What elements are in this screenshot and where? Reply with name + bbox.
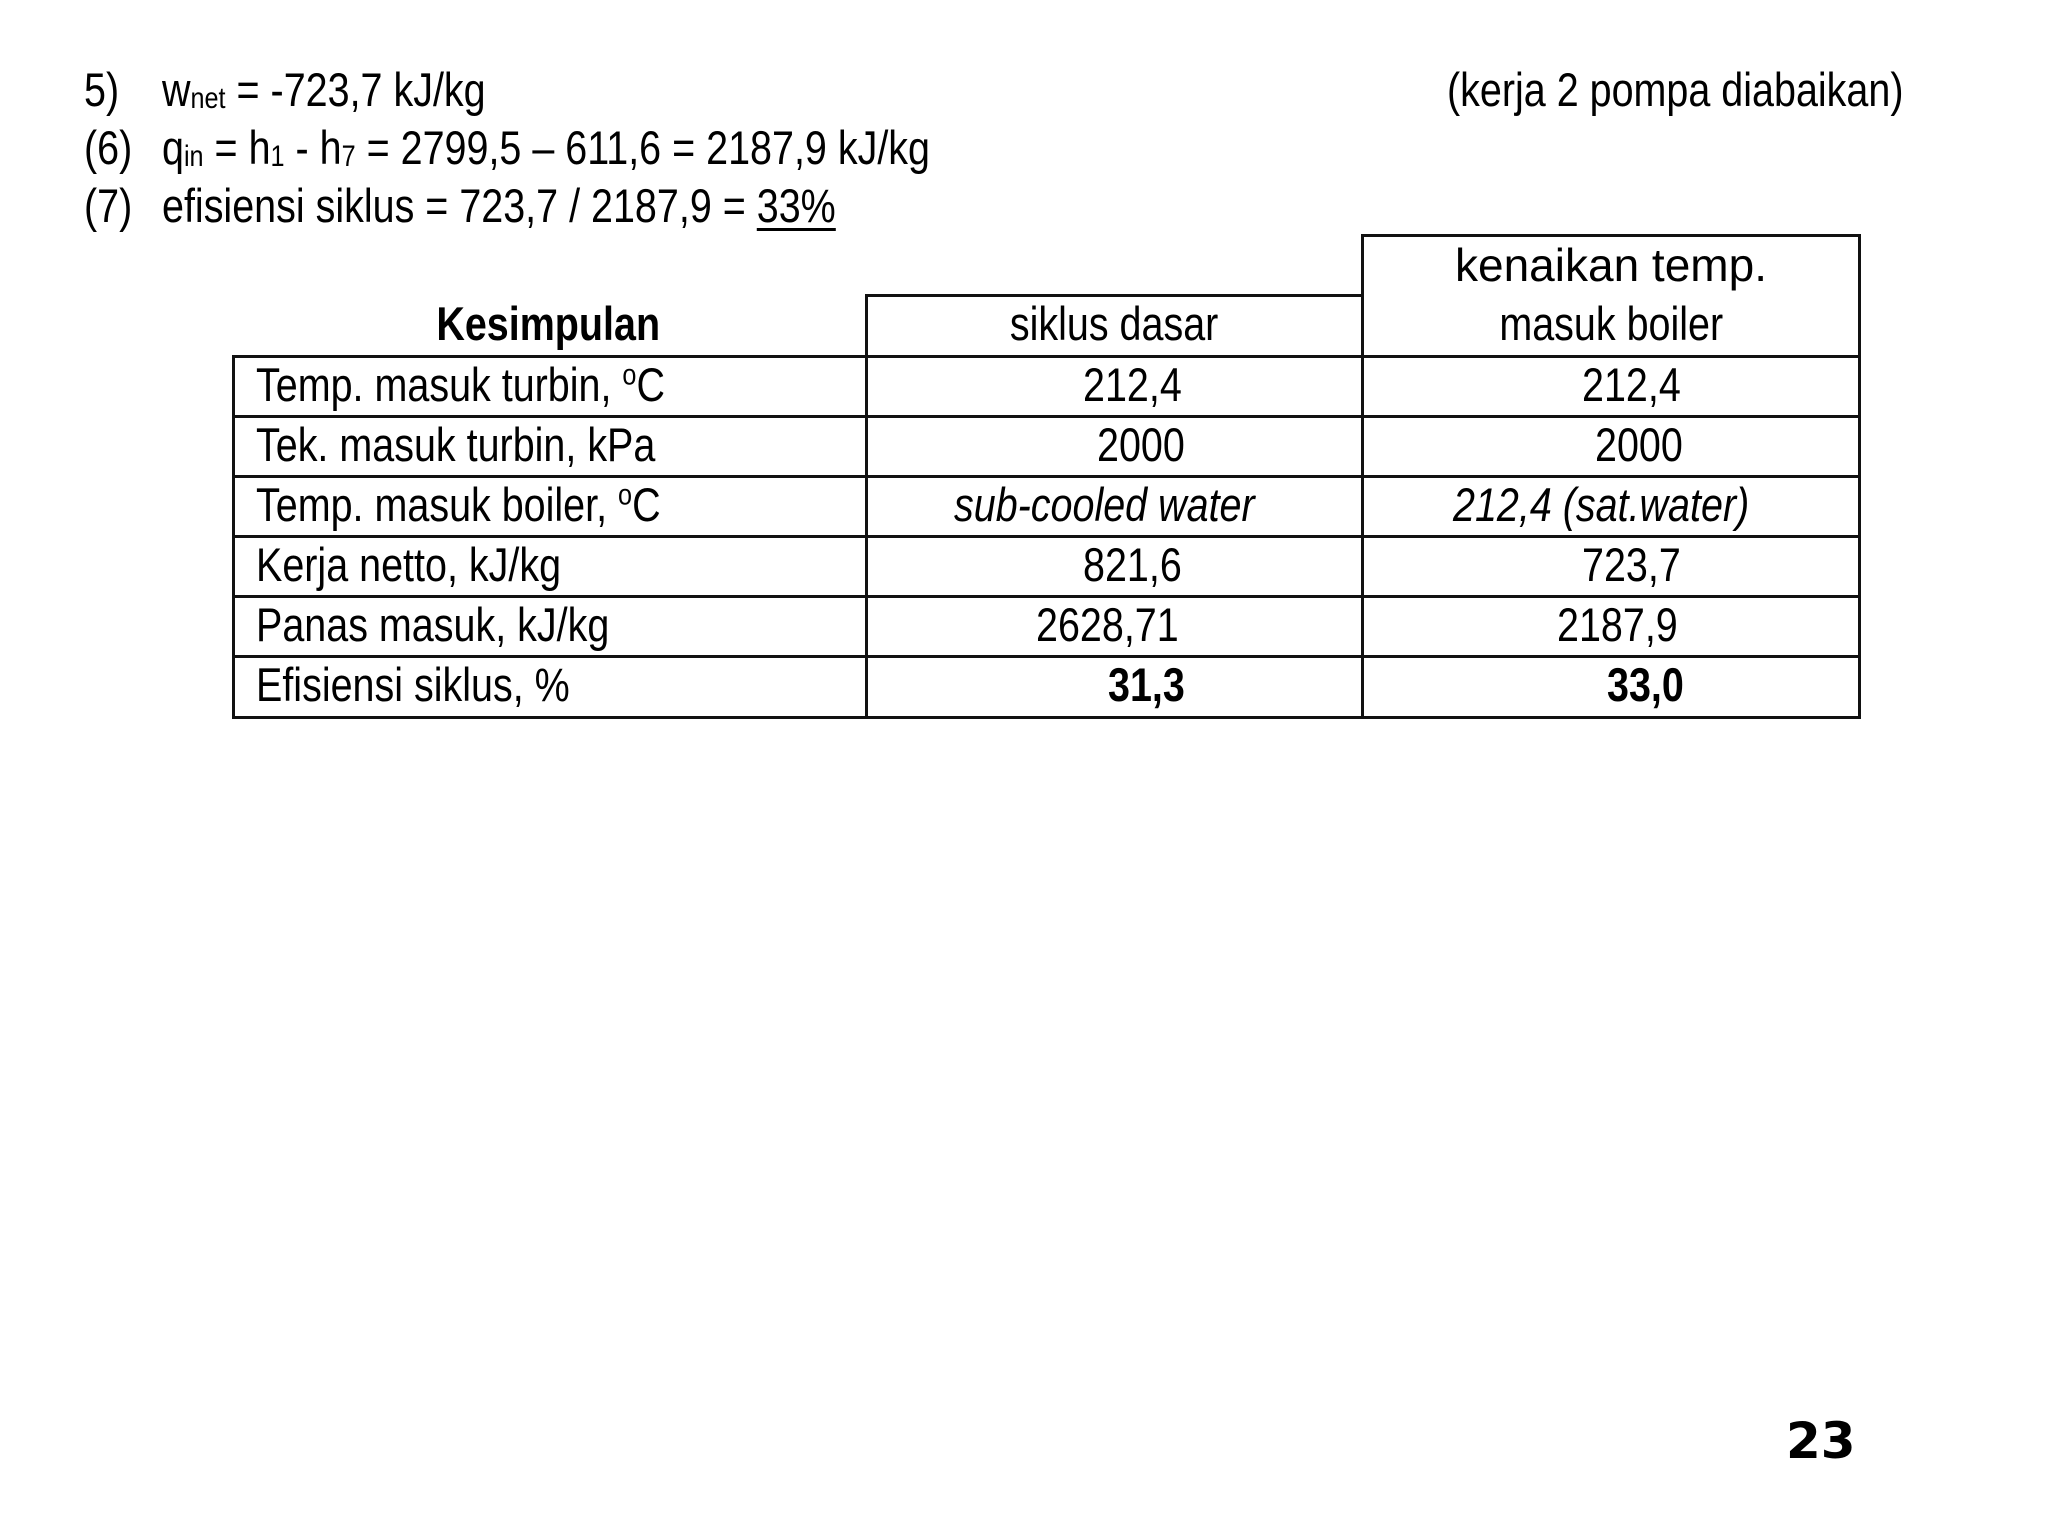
cell-value: 821,6 [1083, 538, 1182, 591]
equation-variable: q [162, 121, 184, 174]
row3-col1 [954, 476, 1312, 534]
row-label-tek-turbin [256, 416, 731, 474]
equation-text [162, 118, 930, 178]
row-label-text: Kerja netto, kJ/kg [256, 538, 562, 591]
equation-subscript: 1 [270, 140, 285, 173]
page-number: 23 [1786, 1412, 1856, 1470]
cell-value: 2628,71 [1036, 598, 1179, 651]
degree-sup: o [622, 358, 637, 392]
row5-col2 [1557, 596, 1701, 654]
equation-rest: = 2799,5 – 611,6 = 2187,9 kJ/kg [355, 121, 930, 174]
cell-value: sub-cooled water [954, 478, 1255, 531]
equation-number: 5) [84, 63, 120, 116]
row2-col1 [1097, 416, 1202, 474]
equation-note [1447, 60, 1990, 120]
header-col2-line1 [1361, 236, 1861, 294]
equation-rest: = -723,7 kJ/kg [225, 63, 486, 116]
header-col2-line2-text: masuk boiler [1499, 297, 1723, 350]
cell-value: 2187,9 [1557, 598, 1678, 651]
equation-part: = h [203, 121, 271, 174]
equation-subscript: in [183, 140, 204, 173]
equation-variable: w [162, 63, 191, 116]
header-col2-line2 [1361, 295, 1861, 353]
row6-col1 [1108, 656, 1199, 714]
cell-value: 31,3 [1108, 658, 1185, 711]
header-col1-text: siklus dasar [1010, 297, 1219, 350]
row-label-kerja-netto [256, 536, 619, 594]
equation-number: (6) [84, 121, 133, 174]
cell-value: 2000 [1595, 418, 1683, 471]
note-text: (kerja 2 pompa diabaikan) [1447, 63, 1904, 116]
equation-result: 33% [756, 179, 836, 232]
cell-value: 212,4 [1582, 358, 1681, 411]
header-col1 [865, 295, 1364, 353]
row3-col2 [1453, 476, 1806, 534]
equation-subscript: 7 [341, 140, 356, 173]
cell-value: 2000 [1097, 418, 1185, 471]
cell-value: 212,4 (sat.water) [1453, 478, 1750, 531]
equation-text [162, 176, 836, 236]
row5-col1 [1036, 596, 1206, 654]
row1-col1 [1083, 356, 1201, 414]
cell-value: 723,7 [1582, 538, 1681, 591]
degree-sup: o [618, 478, 633, 512]
row6-col2 [1607, 656, 1698, 714]
equation-part: efisiensi siklus = 723,7 / 2187,9 = [162, 179, 757, 232]
row-label-text: Panas masuk, kJ/kg [256, 598, 610, 651]
equation-text [162, 60, 486, 120]
row-label-efisiensi [256, 656, 630, 714]
cell-value: 212,4 [1083, 358, 1182, 411]
cell-value: 33,0 [1607, 658, 1684, 711]
header-label [232, 295, 865, 353]
row-label-panas-masuk [256, 596, 677, 654]
equation-part: - h [284, 121, 342, 174]
row-label-temp-boiler [256, 476, 738, 534]
row2-col2 [1595, 416, 1700, 474]
row-label-temp-turbin [256, 356, 743, 414]
unit-text: C [636, 358, 665, 411]
equation-subscript: net [190, 82, 226, 115]
row1-col2 [1582, 356, 1700, 414]
row4-col2 [1582, 536, 1700, 594]
row4-col1 [1083, 536, 1201, 594]
header-label-text: Kesimpulan [436, 297, 661, 350]
unit-text: C [632, 478, 661, 531]
header-col2-line1-text: kenaikan temp. [1455, 239, 1767, 291]
row-label-text: Temp. masuk turbin, [256, 358, 623, 411]
row-label-text: Tek. masuk turbin, kPa [256, 418, 656, 471]
equation-number: (7) [84, 179, 133, 232]
row-label-text: Efisiensi siklus, % [256, 658, 570, 711]
row-label-text: Temp. masuk boiler, [256, 478, 619, 531]
